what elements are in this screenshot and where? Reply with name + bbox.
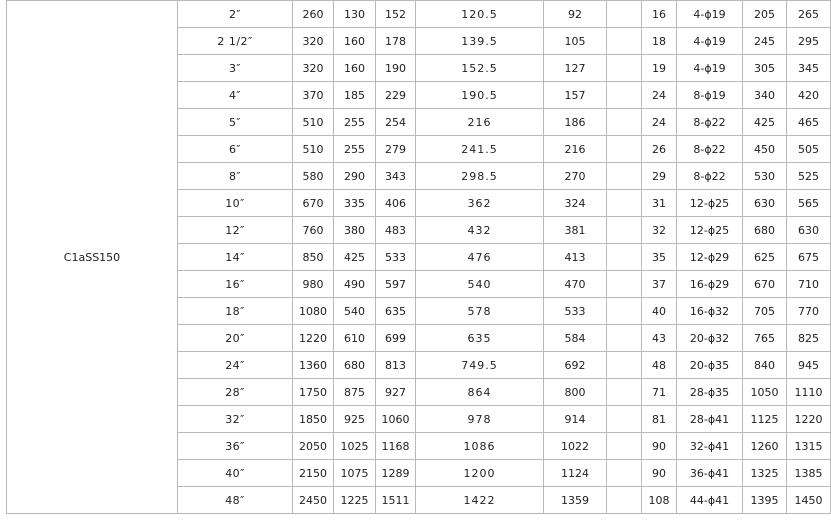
dimension-cell: 255 [334,109,376,136]
dimension-cell: 680 [743,217,787,244]
dimension-cell: 37 [642,271,677,298]
dimension-cell: 152 [376,1,416,28]
bolt-holes-cell: 28-ϕ35 [677,379,743,406]
dimension-cell: 580 [293,163,334,190]
dimension-cell: 540 [334,298,376,325]
dimension-cell: 370 [293,82,334,109]
dimension-cell: 343 [376,163,416,190]
dimension-cell: 699 [376,325,416,352]
dimension-cell: 465 [787,109,831,136]
dimension-cell: 875 [334,379,376,406]
nominal-size-cell: 2″ [178,1,293,28]
dimension-cell: 540 [416,271,544,298]
dimension-cell: 483 [376,217,416,244]
bolt-holes-cell: 12-ϕ29 [677,244,743,271]
dimension-cell: 927 [376,379,416,406]
dimension-cell: 1225 [334,487,376,514]
nominal-size-cell: 36″ [178,433,293,460]
dimension-cell: 190 [376,55,416,82]
dimension-cell: 925 [334,406,376,433]
bolt-holes-cell: 8-ϕ19 [677,82,743,109]
dimension-cell: 81 [642,406,677,433]
bolt-holes-cell: 8-ϕ22 [677,109,743,136]
empty-cell [607,136,642,163]
dimension-cell: 32 [642,217,677,244]
dimension-cell: 813 [376,352,416,379]
nominal-size-cell: 4″ [178,82,293,109]
dimension-cell: 914 [544,406,607,433]
nominal-size-cell: 8″ [178,163,293,190]
dimension-cell: 425 [743,109,787,136]
dimension-cell: 345 [787,55,831,82]
dimension-cell: 48 [642,352,677,379]
empty-cell [607,352,642,379]
empty-cell [607,460,642,487]
empty-cell [607,433,642,460]
empty-cell [607,55,642,82]
dimension-cell: 1124 [544,460,607,487]
pressure-class-cell: C1aSS150 [7,1,178,514]
empty-cell [607,298,642,325]
dimension-cell: 1220 [293,325,334,352]
dimension-cell: 320 [293,28,334,55]
nominal-size-cell: 2 1/2″ [178,28,293,55]
dimension-cell: 2150 [293,460,334,487]
bolt-holes-cell: 8-ϕ22 [677,136,743,163]
dimension-cell: 510 [293,136,334,163]
dimension-cell: 92 [544,1,607,28]
dimension-cell: 1125 [743,406,787,433]
dimension-cell: 216 [544,136,607,163]
dimension-cell: 635 [376,298,416,325]
dimension-cell: 2050 [293,433,334,460]
empty-cell [607,190,642,217]
dimension-cell: 2450 [293,487,334,514]
dimension-cell: 160 [334,28,376,55]
dimension-cell: 139.5 [416,28,544,55]
dimension-cell: 635 [416,325,544,352]
nominal-size-cell: 14″ [178,244,293,271]
bolt-holes-cell: 16-ϕ32 [677,298,743,325]
dimension-cell: 24 [642,82,677,109]
dimension-cell: 185 [334,82,376,109]
dimension-cell: 43 [642,325,677,352]
dimension-cell: 770 [787,298,831,325]
bolt-holes-cell: 12-ϕ25 [677,190,743,217]
dimension-cell: 625 [743,244,787,271]
dimension-cell: 1385 [787,460,831,487]
dimension-cell: 24 [642,109,677,136]
dimension-cell: 680 [334,352,376,379]
dimension-cell: 1050 [743,379,787,406]
dimension-cell: 413 [544,244,607,271]
empty-cell [607,406,642,433]
dimension-cell: 670 [743,271,787,298]
dimension-cell: 850 [293,244,334,271]
bolt-holes-cell: 32-ϕ41 [677,433,743,460]
dimension-cell: 178 [376,28,416,55]
dimension-cell: 432 [416,217,544,244]
bolt-holes-cell: 28-ϕ41 [677,406,743,433]
dimension-cell: 16 [642,1,677,28]
dimension-cell: 1022 [544,433,607,460]
dimension-cell: 29 [642,163,677,190]
nominal-size-cell: 20″ [178,325,293,352]
dimension-cell: 340 [743,82,787,109]
dimension-cell: 1850 [293,406,334,433]
dimension-cell: 335 [334,190,376,217]
dimension-cell: 450 [743,136,787,163]
dimension-cell: 578 [416,298,544,325]
dimension-cell: 295 [787,28,831,55]
dimension-cell: 840 [743,352,787,379]
dimension-cell: 290 [334,163,376,190]
empty-cell [607,28,642,55]
dimension-cell: 245 [743,28,787,55]
dimension-cell: 1289 [376,460,416,487]
bolt-holes-cell: 4-ϕ19 [677,1,743,28]
bolt-holes-cell: 8-ϕ22 [677,163,743,190]
dimension-cell: 157 [544,82,607,109]
dimension-cell: 584 [544,325,607,352]
dimension-cell: 260 [293,1,334,28]
flange-dimension-table [6,0,831,514]
empty-cell [607,244,642,271]
dimension-cell: 130 [334,1,376,28]
dimension-cell: 1511 [376,487,416,514]
nominal-size-cell: 32″ [178,406,293,433]
dimension-cell: 710 [787,271,831,298]
dimension-cell: 978 [416,406,544,433]
dimension-cell: 320 [293,55,334,82]
dimension-cell: 1395 [743,487,787,514]
bolt-holes-cell: 4-ϕ19 [677,28,743,55]
nominal-size-cell: 12″ [178,217,293,244]
dimension-cell: 265 [787,1,831,28]
dimension-cell: 610 [334,325,376,352]
dimension-cell: 1450 [787,487,831,514]
dimension-cell: 1750 [293,379,334,406]
dimension-cell: 1080 [293,298,334,325]
dimension-cell: 18 [642,28,677,55]
dimension-cell: 216 [416,109,544,136]
dimension-cell: 505 [787,136,831,163]
dimension-cell: 255 [334,136,376,163]
bolt-holes-cell: 44-ϕ41 [677,487,743,514]
dimension-cell: 241.5 [416,136,544,163]
dimension-cell: 1325 [743,460,787,487]
dimension-cell: 160 [334,55,376,82]
dimension-cell: 324 [544,190,607,217]
dimension-cell: 270 [544,163,607,190]
empty-cell [607,217,642,244]
bolt-holes-cell: 4-ϕ19 [677,55,743,82]
nominal-size-cell: 3″ [178,55,293,82]
empty-cell [607,271,642,298]
table-body [7,1,831,514]
dimension-cell: 1110 [787,379,831,406]
dimension-cell: 229 [376,82,416,109]
dimension-cell: 630 [787,217,831,244]
dimension-cell: 420 [787,82,831,109]
dimension-cell: 1025 [334,433,376,460]
dimension-cell: 186 [544,109,607,136]
dimension-cell: 205 [743,1,787,28]
dimension-cell: 945 [787,352,831,379]
dimension-cell: 362 [416,190,544,217]
empty-cell [607,82,642,109]
dimension-cell: 800 [544,379,607,406]
dimension-cell: 490 [334,271,376,298]
nominal-size-cell: 28″ [178,379,293,406]
dimension-cell: 470 [544,271,607,298]
dimension-cell: 533 [376,244,416,271]
dimension-cell: 1360 [293,352,334,379]
dimension-cell: 1060 [376,406,416,433]
dimension-cell: 476 [416,244,544,271]
empty-cell [607,109,642,136]
dimension-cell: 105 [544,28,607,55]
dimension-cell: 26 [642,136,677,163]
empty-cell [607,1,642,28]
dimension-cell: 675 [787,244,831,271]
dimension-cell: 90 [642,460,677,487]
dimension-cell: 1220 [787,406,831,433]
dimension-cell: 1260 [743,433,787,460]
dimension-cell: 425 [334,244,376,271]
table-row [7,1,831,28]
dimension-cell: 190.5 [416,82,544,109]
dimension-cell: 1422 [416,487,544,514]
nominal-size-cell: 40″ [178,460,293,487]
bolt-holes-cell: 12-ϕ25 [677,217,743,244]
nominal-size-cell: 5″ [178,109,293,136]
dimension-cell: 864 [416,379,544,406]
spec-table-container [6,0,823,514]
dimension-cell: 380 [334,217,376,244]
dimension-cell: 298.5 [416,163,544,190]
dimension-cell: 510 [293,109,334,136]
empty-cell [607,487,642,514]
dimension-cell: 597 [376,271,416,298]
dimension-cell: 705 [743,298,787,325]
dimension-cell: 127 [544,55,607,82]
nominal-size-cell: 16″ [178,271,293,298]
empty-cell [607,163,642,190]
bolt-holes-cell: 20-ϕ35 [677,352,743,379]
dimension-cell: 71 [642,379,677,406]
dimension-cell: 406 [376,190,416,217]
dimension-cell: 108 [642,487,677,514]
dimension-cell: 40 [642,298,677,325]
dimension-cell: 381 [544,217,607,244]
nominal-size-cell: 48″ [178,487,293,514]
dimension-cell: 525 [787,163,831,190]
empty-cell [607,325,642,352]
dimension-cell: 305 [743,55,787,82]
dimension-cell: 1086 [416,433,544,460]
dimension-cell: 825 [787,325,831,352]
dimension-cell: 765 [743,325,787,352]
dimension-cell: 279 [376,136,416,163]
dimension-cell: 692 [544,352,607,379]
dimension-cell: 670 [293,190,334,217]
dimension-cell: 152.5 [416,55,544,82]
dimension-cell: 760 [293,217,334,244]
nominal-size-cell: 6″ [178,136,293,163]
dimension-cell: 1168 [376,433,416,460]
dimension-cell: 533 [544,298,607,325]
dimension-cell: 19 [642,55,677,82]
dimension-cell: 35 [642,244,677,271]
bolt-holes-cell: 16-ϕ29 [677,271,743,298]
nominal-size-cell: 24″ [178,352,293,379]
bolt-holes-cell: 20-ϕ32 [677,325,743,352]
bolt-holes-cell: 36-ϕ41 [677,460,743,487]
dimension-cell: 630 [743,190,787,217]
dimension-cell: 31 [642,190,677,217]
dimension-cell: 980 [293,271,334,298]
dimension-cell: 1200 [416,460,544,487]
dimension-cell: 749.5 [416,352,544,379]
dimension-cell: 1075 [334,460,376,487]
dimension-cell: 1359 [544,487,607,514]
dimension-cell: 1315 [787,433,831,460]
dimension-cell: 254 [376,109,416,136]
nominal-size-cell: 18″ [178,298,293,325]
nominal-size-cell: 10″ [178,190,293,217]
empty-cell [607,379,642,406]
dimension-cell: 565 [787,190,831,217]
dimension-cell: 530 [743,163,787,190]
dimension-cell: 90 [642,433,677,460]
dimension-cell: 120.5 [416,1,544,28]
